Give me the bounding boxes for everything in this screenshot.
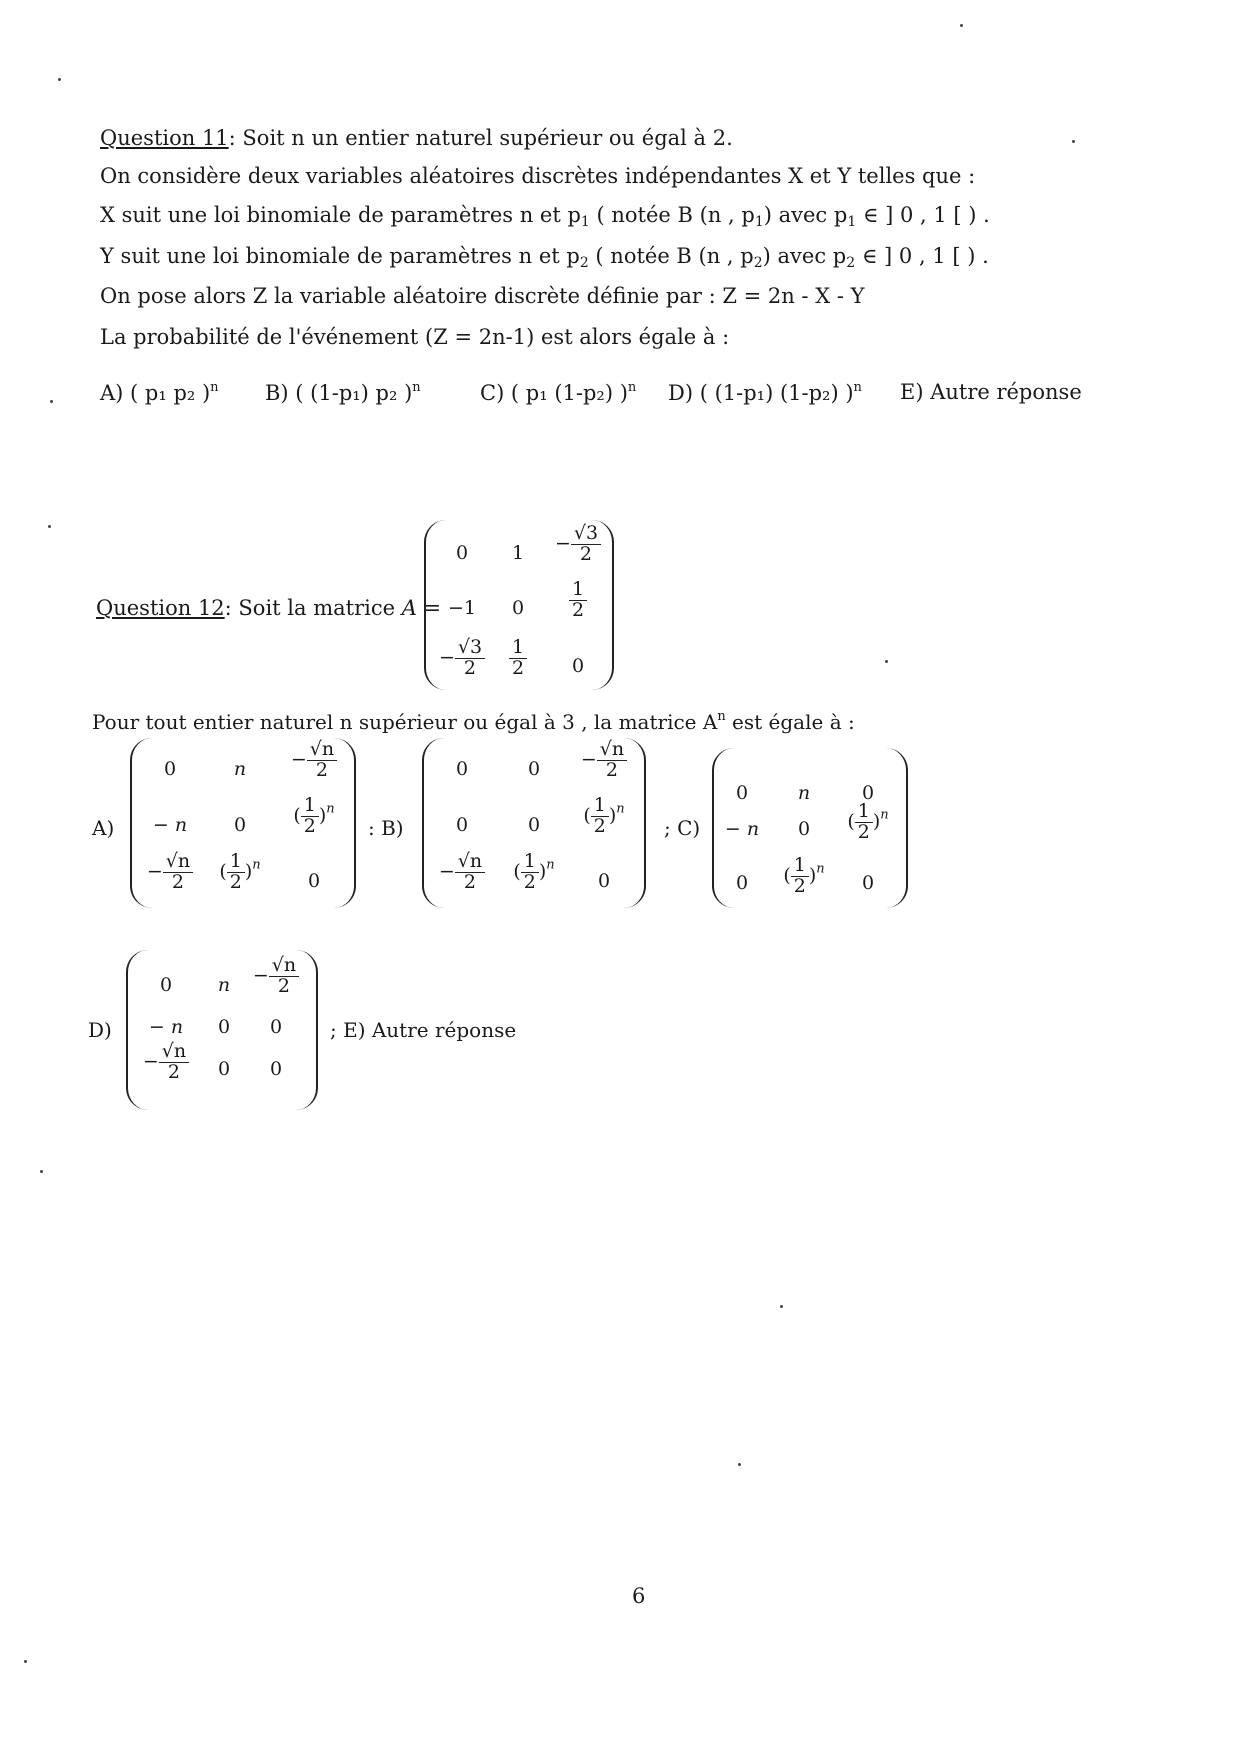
fraction: [227, 852, 245, 893]
matrix-cell: 0: [217, 1016, 231, 1038]
power: n: [616, 801, 625, 817]
matrix-cell: 0: [861, 782, 875, 804]
q11-option-e[interactable]: E) Autre réponse: [900, 380, 1082, 404]
matrix-cell: 0: [269, 1016, 283, 1038]
q11-line3: [100, 203, 990, 230]
q12-option-b-label[interactable]: : B): [368, 816, 404, 840]
matrix-cell: n: [797, 782, 811, 804]
paren: (: [513, 860, 521, 883]
q12-option-c-label[interactable]: ; C): [664, 816, 701, 840]
matrix-cell: − n: [724, 818, 760, 840]
fraction: [571, 524, 601, 565]
matrix-cell: −1: [447, 597, 476, 619]
scan-speck: [738, 1463, 741, 1466]
matrix-cell: [279, 740, 349, 781]
q11-line3-a: X suit une loi binomiale de paramètres n et p: [100, 203, 581, 227]
fraction: [163, 852, 193, 893]
matrix-cell: 0: [571, 655, 585, 677]
fraction-num: 1: [509, 638, 527, 659]
q11-option-a[interactable]: [100, 380, 219, 405]
matrix-cell: [569, 740, 639, 781]
matrix-option-c[interactable]: [712, 748, 908, 908]
q12-intro: : Soit la matrice: [224, 596, 402, 620]
matrix-cell: 0: [307, 870, 321, 892]
matrix-cell: 0: [233, 814, 247, 836]
matrix-cell: 0: [797, 818, 811, 840]
matrix-cell: [499, 852, 569, 893]
matrix-cell: 0: [735, 872, 749, 894]
fraction-num: √n: [597, 740, 627, 761]
fraction-num: 1: [301, 796, 319, 817]
fraction-num: 1: [855, 802, 873, 823]
q11-line2: On considère deux variables aléatoires discrètes indépendantes X et Y telles que :: [100, 164, 976, 188]
q11-line3-d: ∈ ] 0 , 1 [ ) .: [856, 203, 990, 227]
fraction-num: √n: [455, 852, 485, 873]
scan-speck: [780, 1305, 783, 1308]
matrix-cell: [279, 796, 349, 837]
minus-sign: −: [252, 964, 269, 987]
matrix-cell: 0: [597, 870, 611, 892]
power: n: [252, 857, 261, 873]
matrix-option-d[interactable]: [126, 950, 318, 1110]
minus-sign: −: [580, 748, 597, 771]
matrix-cell: [205, 852, 275, 893]
q11-line4-d: ∈ ] 0 , 1 [ ) .: [855, 244, 989, 268]
scan-speck: [1072, 140, 1075, 143]
q11-exp: n: [412, 380, 421, 395]
fraction-num: 1: [791, 856, 809, 877]
fraction-num: √n: [269, 956, 299, 977]
fraction: [509, 638, 527, 679]
q12-line2-text: Pour tout entier naturel n supérieur ou égal à 3 , la matrice A: [92, 710, 718, 734]
power: n: [546, 857, 555, 873]
q12-label: Question 12: [96, 596, 225, 620]
fraction-den: 2: [523, 870, 536, 893]
minus-sign: −: [142, 1050, 159, 1073]
matrix-cell: 0: [861, 872, 875, 894]
scan-speck: [50, 400, 53, 403]
q11-exp: n: [853, 380, 862, 395]
matrix-cell: 0: [163, 758, 177, 780]
fraction-num: 1: [521, 852, 539, 873]
q11-sub: 1: [580, 214, 590, 230]
fraction-den: 2: [605, 758, 618, 781]
fraction-den: 2: [571, 598, 585, 621]
paren: (: [783, 864, 791, 887]
power: n: [816, 861, 825, 877]
matrix-cell: [135, 852, 205, 893]
q11-line4-c: ) avec p: [762, 244, 847, 268]
fraction-den: 2: [793, 874, 806, 897]
paren: ): [872, 810, 881, 833]
fraction-num: 1: [569, 580, 587, 601]
q11-intro: : Soit n un entier naturel supérieur ou égal à 2.: [228, 126, 733, 150]
fraction-num: 1: [227, 852, 245, 873]
q11-line5: On pose alors Z la variable aléatoire discrète définie par : Z = 2n - X - Y: [100, 284, 865, 308]
paren: ): [538, 860, 547, 883]
q12-matvar: A: [401, 596, 417, 620]
matrix-cell: [569, 796, 639, 837]
q11-option-b-text: B) ( (1-p₁) p₂ ): [265, 381, 413, 405]
matrix-cell: − n: [148, 1016, 184, 1038]
q11-line1: [100, 126, 733, 150]
matrix-cell: [833, 802, 903, 843]
fraction: [455, 852, 485, 893]
matrix-cell: 0: [269, 1058, 283, 1080]
fraction-num: √n: [159, 1042, 189, 1063]
q11-line3-c: ) avec p: [763, 203, 848, 227]
fraction: [521, 852, 539, 893]
q12-option-e[interactable]: ; E) Autre réponse: [330, 1018, 517, 1042]
fraction-den: 2: [593, 814, 606, 837]
paren: ): [244, 860, 253, 883]
paren: (: [847, 810, 855, 833]
q11-option-d-text: D) ( (1-p₁) (1-p₂) ): [668, 381, 854, 405]
q12-line2: [92, 709, 855, 734]
q12-line2-sup: n: [717, 709, 726, 724]
matrix-cell: 0: [455, 814, 469, 836]
q11-exp: n: [627, 380, 637, 395]
minus-sign: −: [438, 646, 455, 669]
q12-line1: [96, 596, 441, 620]
scan-speck: [960, 24, 963, 27]
scan-speck: [48, 525, 51, 528]
fraction-num: 1: [591, 796, 609, 817]
fraction-num: √n: [307, 740, 337, 761]
q11-sub: 1: [754, 214, 764, 230]
q11-option-c-text: C) ( p₁ (1-p₂) ): [480, 381, 628, 405]
fraction-den: 2: [303, 814, 316, 837]
minus-sign: −: [146, 860, 163, 883]
fraction-den: 2: [167, 1060, 180, 1083]
q12-line2-end: est égale à :: [725, 710, 855, 734]
scan-speck: [58, 78, 61, 81]
q11-line4-a: Y suit une loi binomiale de paramètres n et p: [100, 244, 580, 268]
paren: (: [219, 860, 227, 883]
matrix-option-a[interactable]: [130, 738, 356, 908]
matrix-cell: [543, 524, 613, 565]
minus-sign: −: [554, 532, 571, 555]
matrix-cell: 0: [217, 1058, 231, 1080]
scan-speck: [40, 1170, 43, 1173]
fraction: [591, 796, 609, 837]
fraction-den: 2: [857, 820, 870, 843]
matrix-cell: [769, 856, 839, 897]
fraction: [597, 740, 627, 781]
matrix-cell: − n: [152, 814, 188, 836]
matrix-cell: 0: [735, 782, 749, 804]
fraction-den: 2: [277, 974, 290, 997]
scan-speck: [885, 660, 888, 663]
matrix-cell: 0: [159, 974, 173, 996]
q11-sub: 2: [846, 255, 856, 271]
paren: ): [318, 804, 327, 827]
fraction-den: 2: [579, 542, 592, 565]
q11-option-b[interactable]: [265, 380, 421, 405]
fraction-num: √3: [455, 638, 485, 659]
fraction: [569, 580, 587, 621]
q11-line4: [100, 244, 989, 271]
fraction: [269, 956, 299, 997]
matrix-a: [424, 520, 614, 690]
fraction-den: 2: [463, 870, 476, 893]
q12-option-d-label[interactable]: D): [88, 1018, 112, 1042]
matrix-cell: 0: [527, 814, 541, 836]
scan-speck: [24, 1660, 27, 1663]
fraction-den: 2: [463, 656, 476, 679]
fraction-num: √n: [163, 852, 193, 873]
page-number: 6: [632, 1584, 646, 1608]
minus-sign: −: [290, 748, 307, 771]
matrix-cell: [427, 852, 497, 893]
paren: ): [808, 864, 817, 887]
fraction-den: 2: [171, 870, 184, 893]
paren: (: [293, 804, 301, 827]
q11-sub: 2: [753, 255, 763, 271]
fraction: [791, 856, 809, 897]
matrix-cell: 0: [511, 597, 525, 619]
q11-option-a-text: A) ( p₁ p₂ ): [100, 381, 211, 405]
fraction: [307, 740, 337, 781]
fraction: [455, 638, 485, 679]
power: n: [326, 801, 335, 817]
matrix-cell: 0: [527, 758, 541, 780]
q11-exp: n: [210, 380, 219, 395]
q11-line4-b: ( notée B (n , p: [588, 244, 754, 268]
paren: (: [583, 804, 591, 827]
fraction: [855, 802, 873, 843]
matrix-cell: n: [233, 758, 247, 780]
matrix-cell: n: [217, 974, 231, 996]
q11-label: Question 11: [100, 126, 229, 150]
q11-line3-b: ( notée B (n , p: [589, 203, 755, 227]
q11-sub: 1: [847, 214, 857, 230]
q12-eq: =: [416, 596, 442, 620]
q11-option-c[interactable]: [480, 380, 636, 405]
minus-sign: −: [438, 860, 455, 883]
matrix-cell: [241, 956, 311, 997]
paren: ): [608, 804, 617, 827]
matrix-option-b[interactable]: [422, 738, 646, 908]
fraction: [301, 796, 319, 837]
fraction-den: 2: [229, 870, 242, 893]
q11-option-d[interactable]: [668, 380, 862, 405]
fraction-num: √3: [571, 524, 601, 545]
power: n: [880, 807, 889, 823]
q11-sub: 2: [579, 255, 589, 271]
matrix-cell: 0: [455, 758, 469, 780]
q11-line6: La probabilité de l'événement (Z = 2n-1) est alors égale à :: [100, 325, 730, 349]
fraction-den: 2: [511, 656, 525, 679]
matrix-cell: 0: [455, 542, 469, 564]
fraction: [159, 1042, 189, 1083]
fraction-den: 2: [315, 758, 328, 781]
matrix-cell: 1: [511, 542, 525, 564]
matrix-cell: [543, 580, 613, 621]
q12-option-a-label[interactable]: A): [92, 816, 115, 840]
